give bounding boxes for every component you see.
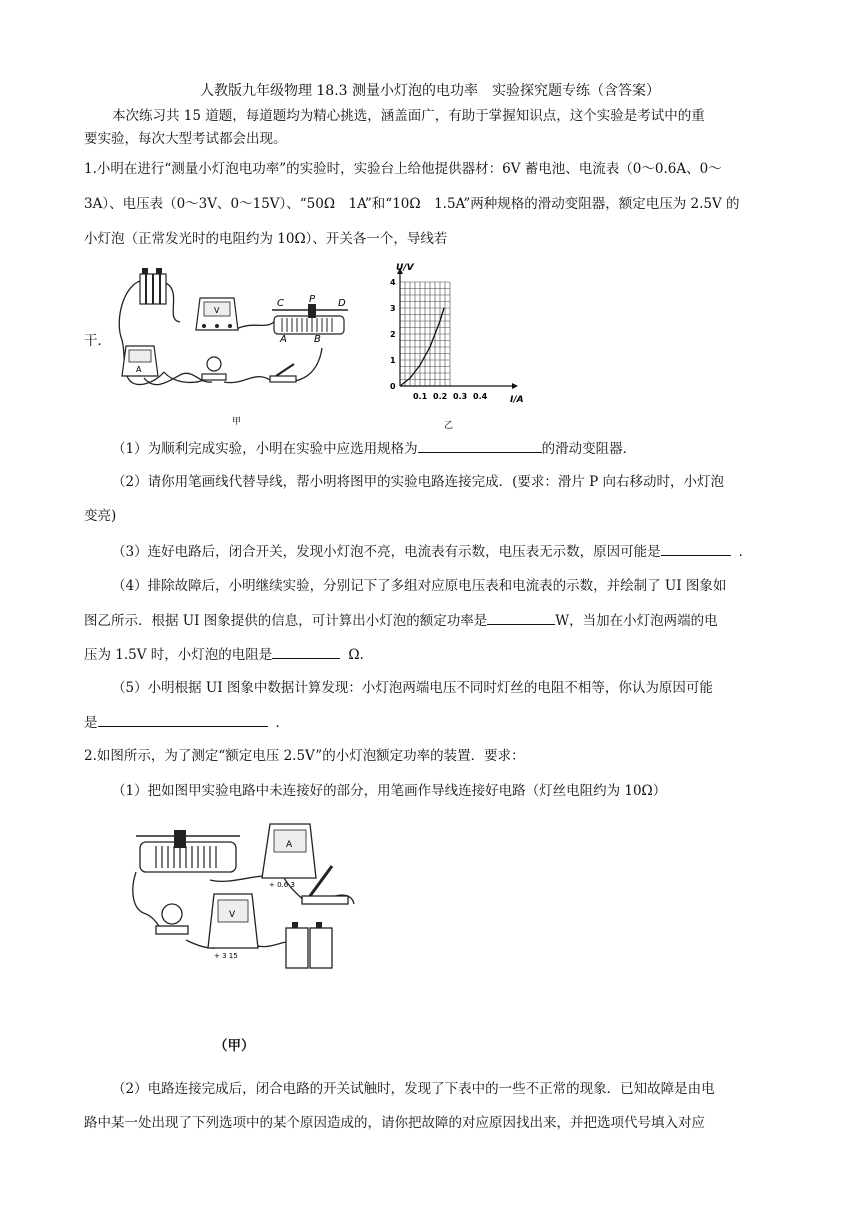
figure-yi-label: 乙	[444, 421, 454, 431]
q1-sub4-power-blank[interactable]	[487, 610, 555, 625]
figure-jia-label: 甲	[232, 417, 242, 427]
q1-sub4-resistance-blank[interactable]	[272, 644, 340, 659]
battery-icon	[140, 268, 166, 304]
y-axis-label: U/V	[396, 263, 414, 273]
q1-sub4-line-3	[84, 644, 364, 665]
x-axis-arrow	[512, 383, 518, 389]
q1-sub5-text-c: ．	[275, 715, 289, 731]
y-tick-label: 3	[390, 304, 396, 313]
q1-sub4-line-2	[84, 610, 718, 631]
terminal-b-label: B	[314, 334, 321, 345]
q1-sub4-line-1: （4）排除故障后，小明继续实验，分别记下了多组对应原电压表和电流表的示数，并绘制了 UI 图象如	[112, 578, 727, 594]
slider-p-label: P	[309, 294, 316, 305]
y-tick-label: 1	[390, 356, 396, 365]
q1-ui-chart	[378, 256, 538, 434]
x-axis-label: I/A	[510, 395, 524, 405]
q1-sub3-answer-blank[interactable]	[661, 541, 731, 556]
q2-sub2-line-2: 路中某一处出现了下列选项中的某个原因造成的，请你把故障的对应原因找出来，并把选项代号填入对应	[84, 1115, 705, 1131]
q2-figure-label: （甲）	[214, 1038, 255, 1054]
x-tick-label: 0.2	[433, 392, 448, 401]
q1-line-3: 小灯泡（正常发光时的电阻约为 10Ω）、开关各一个，导线若	[84, 231, 448, 247]
y-tick-label: 0	[390, 382, 396, 391]
q1-line-4: 干．	[84, 333, 111, 349]
q1-sub5-line-1: （5）小明根据 UI 图象中数据计算发现：小灯泡两端电压不同时灯丝的电阻不相等，你认为原因可能	[112, 680, 713, 696]
q2-circuit-figure	[126, 820, 362, 1000]
q1-sub1	[112, 438, 636, 459]
voltmeter-icon	[196, 298, 238, 330]
q1-sub3-text-a: （3）连好电路后，闭合开关，发现小灯泡不亮，电流表有示数，电压表无示数，原因可能是	[112, 544, 661, 560]
q2-sub2-line-1: （2）电路连接完成后，闭合电路的开关试触时，发现了下表中的一些不正常的现象．已知故障是由电	[112, 1081, 715, 1097]
q1-sub4-text-d: 压为 1.5V 时，小灯泡的电阻是	[84, 647, 273, 663]
q1-sub5-line-2	[84, 712, 289, 733]
ammeter-letter: A	[286, 840, 293, 850]
rheostat-icon	[272, 294, 348, 345]
voltmeter-letter: V	[229, 910, 236, 920]
q1-sub3-text-b: ．	[738, 544, 753, 560]
ammeter-letter: A	[136, 365, 142, 374]
voltmeter-terminals: + 3 15	[214, 952, 238, 960]
q1-sub5-answer-blank[interactable]	[98, 712, 268, 727]
q1-sub4-text-c: W，当加在小灯泡两端的电	[555, 613, 718, 629]
x-tick-label: 0.4	[473, 392, 488, 401]
q1-line-1: 1.小明在进行“测量小灯泡电功率”的实验时，实验台上给他提供器材：6V 蓄电池、电流表（0～0.6A、0～	[84, 161, 722, 177]
voltmeter-letter: V	[214, 306, 220, 315]
q1-sub4-text-b: 图乙所示．根据 UI 图象提供的信息，可计算出小灯泡的额定功率是	[84, 613, 488, 629]
switch-icon	[270, 364, 296, 382]
x-tick-label: 0.1	[413, 392, 428, 401]
q2-line-1: 2.如图所示，为了测定“额定电压 2.5V”的小灯泡额定功率的装置．要求：	[84, 748, 525, 764]
q1-circuit-figure	[104, 260, 366, 428]
q1-sub5-text-b: 是	[84, 715, 98, 731]
terminal-d-label: D	[338, 298, 346, 309]
battery-icon	[286, 922, 332, 968]
intro-line-1: 本次练习共 15 道题，每道题均为精心挑选，涵盖面广，有助于掌握知识点，这个实验是考试中的重	[112, 108, 705, 124]
bulb-icon	[156, 904, 188, 934]
terminal-c-label: C	[277, 298, 284, 309]
q1-sub1-text-b: 的滑动变阻器．	[541, 441, 637, 457]
q1-sub2-line-1: （2）请你用笔画线代替导线，帮小明将图甲的实验电路连接完成．(要求：滑片 P 向右移动时，小灯泡	[112, 474, 725, 490]
terminal-a-label: A	[280, 334, 287, 345]
bulb-icon	[202, 357, 226, 380]
rheostat-icon	[136, 830, 240, 872]
document-title: 人教版九年级物理 18.3 测量小灯泡的电功率 实验探究题专练（含答案）	[199, 83, 661, 99]
intro-line-2: 要实验，每次大型考试都会出现。	[84, 131, 287, 147]
q1-sub4-text-e: Ω.	[348, 647, 364, 663]
q1-sub3	[112, 541, 752, 562]
ammeter-terminals: + 0.6 3	[269, 881, 295, 889]
q1-sub1-answer-blank[interactable]	[418, 438, 542, 453]
ammeter-icon	[262, 824, 316, 889]
q1-sub1-text-a: （1）为顺利完成实验，小明在实验中应选用规格为	[112, 441, 418, 457]
q2-sub1: （1）把如图甲实验电路中未连接好的部分，用笔画作导线连接好电路（灯丝电阻约为 10Ω）	[112, 783, 667, 799]
ammeter-icon	[122, 346, 158, 376]
voltmeter-icon	[208, 894, 258, 960]
q1-sub2-line-2: 变亮)	[84, 508, 117, 524]
y-tick-label: 2	[390, 330, 396, 339]
x-tick-label: 0.3	[453, 392, 468, 401]
q1-line-2: 3A）、电压表（0～3V、0～15V）、“50Ω 1A”和“10Ω 1.5A”两种规格的滑动变阻器，额定电压为 2.5V 的	[84, 196, 740, 212]
y-tick-label: 4	[390, 278, 396, 287]
